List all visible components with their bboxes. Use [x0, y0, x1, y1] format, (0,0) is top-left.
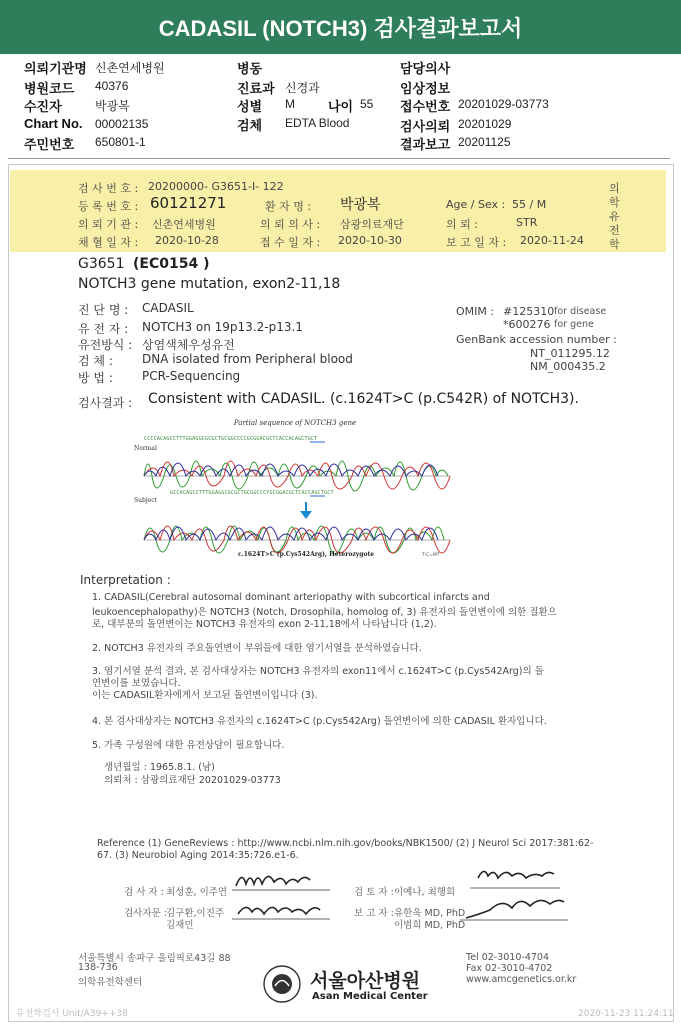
side-char-2: 학 — [609, 196, 620, 209]
test-code-secondary: (EC0154 ) — [133, 256, 210, 272]
ward-label: 병동 — [237, 61, 263, 76]
diagnosis-value: CADASIL — [142, 301, 194, 315]
reporter-name-line1: 유한욱 MD, PhD — [394, 908, 466, 919]
omim-label: OMIM : — [456, 305, 495, 318]
chart-value: 00002135 — [95, 117, 149, 131]
age-value: 55 — [360, 97, 374, 111]
inheritance-label: 유전방식 : — [78, 338, 133, 352]
chromatogram-corner-note: T-C=MT — [422, 553, 440, 558]
req-inst-value: 삼광의료재단 — [340, 218, 404, 231]
interp-p1-line2: leukoencephalopathy)은 NOTCH3 (Notch, Drosophila, homolog of, 3) 유전자의 돌연변이에 의한 질환으 — [92, 607, 557, 618]
request-value: 20201029 — [458, 117, 512, 131]
tester-label: 검 사 자 : — [124, 887, 164, 898]
resident-label: 주민번호 — [24, 137, 75, 152]
interp-p3-line2: 연변이를 보였습니다. — [92, 678, 181, 689]
reporter-label: 보 고 자 : — [354, 908, 394, 919]
footer-address-line2: 138-736 — [78, 962, 118, 973]
footer-tel: Tel 02-3010-4704 — [466, 952, 549, 963]
request-label: 검사의뢰 — [400, 119, 451, 134]
interp-p2: 2. NOTCH3 유전자의 주요돌연변이 부위들에 대한 염기서열을 분석하였습니다. — [92, 643, 422, 654]
patient-name-label: 환 자 명 : — [265, 200, 312, 213]
resident-value: 650801-1 — [95, 135, 146, 149]
tester-signature — [232, 866, 330, 894]
sex-value: M — [285, 97, 295, 111]
institution-label: 의뢰기관명 — [24, 61, 87, 76]
inst-label: 의 뢰 기 관 : — [78, 218, 139, 231]
receipt-value: 20201029-03773 — [458, 97, 549, 111]
normal-trace — [144, 461, 450, 491]
gene-value: NOTCH3 on 19p13.2-p13.1 — [142, 320, 303, 334]
interp-p1-line3: 로, 대부분의 돌연변이는 NOTCH3 유전자의 exon 2-11,18에서 나타납니다 (1,2). — [92, 619, 437, 630]
dept-label: 진료과 — [237, 81, 275, 96]
hospital-code-value: 40376 — [95, 79, 129, 93]
receipt-label: 접수번호 — [400, 99, 451, 114]
side-char-4: 전 — [609, 224, 620, 237]
interp-institution: 의뢰처 : 삼광의료재단 20201029-03773 — [104, 775, 281, 786]
req-doc-label: 의 뢰 : — [446, 218, 478, 231]
chromatogram-svg — [130, 416, 460, 564]
footer-address-line3: 의학유전학센터 — [78, 977, 143, 988]
gene-label: 유 전 자 : — [78, 322, 129, 336]
examiner-signature — [232, 894, 330, 924]
footer-address-line1: 서울특별시 송파구 올림픽로43길 88 — [78, 953, 231, 964]
test-code: G3651 — [78, 256, 125, 272]
chromatogram-title: Partial sequence of NOTCH3 gene — [233, 419, 357, 427]
age-sex-value: 55 / M — [512, 198, 547, 211]
collect-value: 2020-10-28 — [155, 234, 219, 247]
interp-p3-line1: 3. 염기서열 분석 결과, 본 검사대상자는 NOTCH3 유전자의 exon11에서 c.1624T>C (p.Cys542Arg)의 돌 — [92, 666, 544, 677]
diagnosis-label: 진 단 명 : — [78, 303, 129, 317]
report-date-label: 보 고 일 자 : — [446, 236, 507, 249]
test-no-value: 20200000- G3651-I- 122 — [148, 180, 284, 193]
asan-foundation-seal-icon — [262, 964, 302, 1004]
inheritance-value: 상염색체우성유전 — [142, 338, 235, 352]
omim-disease-id: #125310 — [503, 305, 555, 318]
omim-gene-id: *600276 — [503, 318, 551, 331]
side-char-5: 학 — [609, 238, 620, 251]
patient-name-value: 박광복 — [340, 197, 381, 213]
subject-trace — [144, 526, 450, 554]
doctor-label: 담당의사 — [400, 61, 451, 76]
genbank-nt: NT_011295.12 — [530, 347, 610, 360]
clinical-label: 임상정보 — [400, 81, 451, 96]
tester-names: 최성훈, 이주연 — [166, 887, 228, 898]
reviewer-names: 이예나, 최행희 — [394, 887, 456, 898]
footer-website: www.amcgenetics.or.kr — [466, 974, 577, 985]
report-title: CADASIL (NOTCH3) 검사결과보고서 — [0, 0, 681, 54]
omim-disease-note: for disease — [554, 306, 607, 317]
req-doc-value: STR — [516, 216, 538, 229]
reference-line2: 67. (3) Neurobiol Aging 2014:35:726.e1-6. — [97, 850, 299, 861]
sample-label: 검 체 : — [78, 354, 113, 368]
recv-label: 접 수 일 자 : — [260, 236, 321, 249]
examiner-names-line1: 김구환,이진주 — [166, 908, 225, 919]
header-divider — [8, 158, 670, 159]
reporter-name-line2: 이범희 MD, PhD — [394, 920, 466, 931]
patient-value: 박광복 — [95, 99, 130, 113]
age-sex-label: Age / Sex : — [446, 198, 506, 211]
interp-birth: 생년월일 : 1965.8.1. (남) — [104, 762, 215, 773]
reg-no-label: 등 록 번 호 : — [78, 200, 139, 213]
chart-label: Chart No. — [24, 116, 83, 131]
genbank-nm: NM_000435.2 — [530, 360, 606, 373]
bottom-left-stamp: 유전학검사 Unit/A39++38 — [16, 1009, 128, 1019]
hospital-code-label: 병원코드 — [24, 81, 75, 96]
age-label: 나이 — [328, 99, 354, 114]
result-text: Consistent with CADASIL. (c.1624T>C (p.C542R) of NOTCH3). — [148, 391, 579, 407]
specimen-label: 검체 — [237, 118, 263, 133]
reviewer-label: 검 토 자 : — [354, 887, 394, 898]
interpretation-title: Interpretation : — [80, 573, 171, 587]
institution-value: 신촌연세병원 — [95, 61, 165, 75]
examiner-names-line2: 김재민 — [166, 920, 194, 931]
dept-value: 신경과 — [285, 81, 320, 95]
hospital-name-korean: 서울아산병원 — [310, 970, 421, 992]
reg-no-value: 60121271 — [150, 194, 227, 212]
report-date-value: 2020-11-24 — [520, 234, 584, 247]
mutation-arrow-icon — [300, 502, 312, 519]
test-no-label: 검 사 번 호 : — [78, 182, 139, 195]
recv-value: 2020-10-30 — [338, 234, 402, 247]
side-char-3: 유 — [609, 210, 620, 223]
side-char-1: 의 — [609, 182, 620, 195]
genbank-label: GenBank accession number : — [456, 333, 617, 346]
sex-label: 성별 — [237, 99, 263, 114]
bottom-right-timestamp: 2020-11-23 11:24:11 — [578, 1009, 674, 1019]
chromatogram-caption: c.1624T>C (p.Cys542Arg), Heterozygote — [238, 551, 375, 558]
normal-sequence: CCCCACAGCCTTTGGAGGCGCGCTGCGGCCCCGCGGACGCTCACCACAGCTGCT — [144, 436, 318, 442]
normal-label: Normal — [134, 445, 157, 452]
reference-line1: Reference (1) GeneReviews : http://www.ncbi.nlm.nih.gov/books/NBK1500/ (2) J Neurol Sci 2017:381:62- — [97, 838, 594, 849]
req-inst-label: 의 뢰 의 사 : — [260, 218, 321, 231]
test-name: NOTCH3 gene mutation, exon2-11,18 — [78, 276, 341, 292]
chromatogram-figure — [130, 416, 460, 564]
method-label: 방 법 : — [78, 371, 113, 385]
examiner-label: 검사자문 : — [124, 908, 167, 919]
collect-label: 채 혈 일 자 : — [78, 236, 139, 249]
patient-label: 수진자 — [24, 99, 62, 114]
interp-p4: 4. 본 검사대상자는 NOTCH3 유전자의 c.1624T>C (p.Cys542Arg) 돌연변이에 의한 CADASIL 환자입니다. — [92, 716, 547, 727]
interp-p1-line1: 1. CADASIL(Cerebral autosomal dominant arteriopathy with subcortical infarcts and — [92, 592, 490, 603]
report-label: 결과보고 — [400, 137, 451, 152]
interp-p3-line3: 이는 CADASIL환자에게서 보고된 돌연변이입니다 (3). — [92, 690, 318, 701]
omim-gene-note: for gene — [554, 319, 594, 330]
sample-value: DNA isolated from Peripheral blood — [142, 352, 353, 366]
interp-p5: 5. 가족 구성원에 대한 유전상담이 필요합니다. — [92, 740, 285, 751]
inst-value: 신촌연세병원 — [152, 218, 216, 231]
method-value: PCR-Sequencing — [142, 369, 241, 383]
reporter-signature — [460, 888, 568, 928]
footer-fax: Fax 02-3010-4702 — [466, 963, 553, 974]
result-label: 검사결과 : — [78, 396, 133, 410]
specimen-value: EDTA Blood — [285, 116, 350, 130]
report-value: 20201125 — [458, 135, 511, 149]
subject-sequence: GCCACAGCCTTTGGAGGCGCGCTGCGGCCCYGCGGACGCTCACCAGCTGCT — [170, 490, 334, 496]
hospital-name-english: Asan Medical Center — [312, 991, 428, 1002]
subject-label: Subject — [134, 497, 157, 504]
